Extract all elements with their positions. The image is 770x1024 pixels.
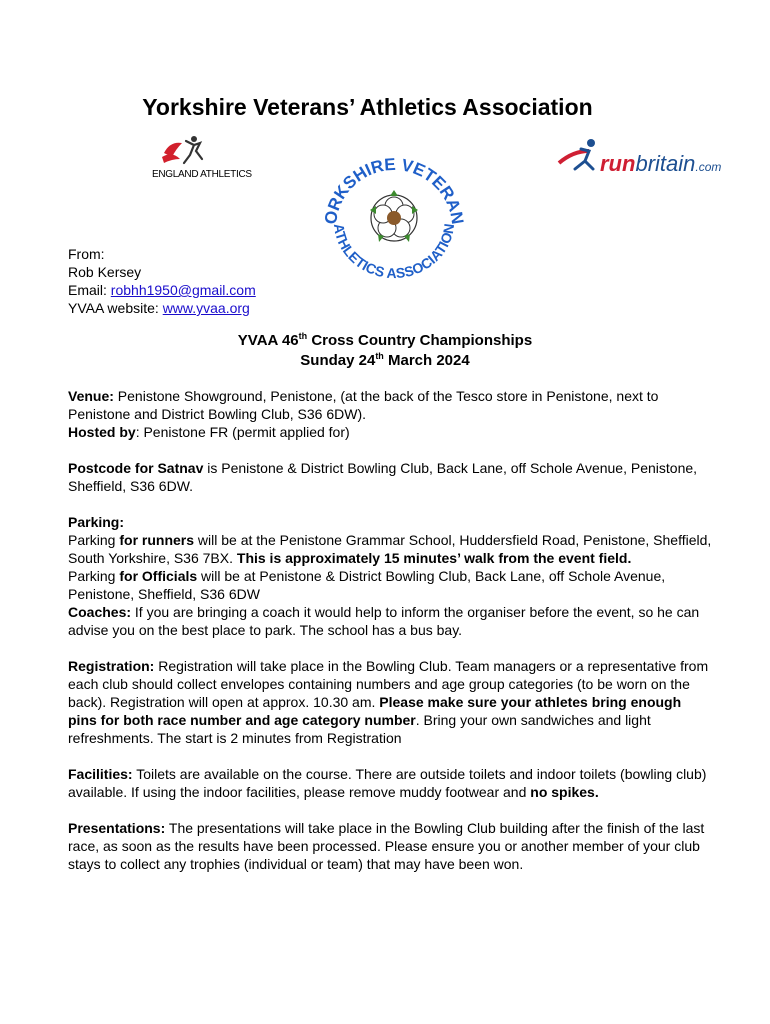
page-title: Yorkshire Veterans’ Athletics Association: [142, 94, 593, 120]
england-athletics-logo: [150, 133, 252, 185]
registration-section: Registration: Registration will take place in the Bowling Club. Team managers or a representative from each club should collect envelopes containing numbers and age group categories (to be worn on the back). Registration will open at approx. 10.30 am. Please make sure your athletes bring enough pins for both race number and age category number. Bring your own sandwiches and light refreshments. The start is 2 minutes from Registration: [68, 658, 709, 746]
hosted-by-label: Hosted by: [68, 424, 136, 440]
document-body: [68, 387, 713, 891]
parking-section: [68, 513, 713, 639]
postcode-text: is Penistone & District Bowling Club, Back Lane, off Schole Avenue, Penistone, Sheffield, S36 6DW.: [68, 460, 698, 494]
website-link[interactable]: www.yvaa.org: [162, 300, 250, 316]
postcode-label: Postcode for Satnav: [68, 460, 204, 476]
from-label: From:: [68, 246, 105, 262]
runbritain-logo: [555, 137, 735, 177]
parking-label: Parking:: [68, 514, 125, 530]
parking-officials: Parking for Officials will be at Penistone & District Bowling Club, Back Lane, off Schole Avenue, Penistone, Sheffield, S36 6DW: [68, 568, 666, 602]
sender-details: [68, 245, 256, 317]
venue-label: Venue:: [68, 388, 114, 404]
yvaa-seal-logo: [314, 150, 474, 290]
event-title: YVAA 46th Cross Country Championships: [237, 331, 533, 349]
yvaa-seal-top-text: ORKSHIRE VETERAN: [320, 154, 468, 226]
yvaa-seal-bottom-text: ATHLETICS ASSOCIATION: [330, 222, 458, 282]
presentations-label: Presentations:: [68, 820, 166, 836]
facilities-label: Facilities:: [68, 766, 133, 782]
sender-email-line: Email: robhh1950@gmail.com: [68, 282, 256, 298]
email-link[interactable]: robhh1950@gmail.com: [110, 282, 256, 298]
event-heading: [0, 331, 770, 371]
coaches-info: Coaches: If you are bringing a coach it would help to inform the organiser before the event, so he can advise you on the best place to park. The school has a bus bay.: [68, 604, 700, 638]
hosted-by-text: : Penistone FR (permit applied for): [135, 424, 350, 440]
venue-section: [68, 387, 713, 441]
registration-label: Registration:: [68, 658, 155, 674]
postcode-section: [68, 459, 713, 495]
england-athletics-emblem-icon: [150, 133, 245, 169]
england-athletics-wordmark: ENGLAND ATHLETICS: [152, 169, 252, 180]
presentations-section: Presentations: The presentations will take place in the Bowling Club building after the finish of the last race, as soon as the results have been processed. Please ensure you or another member of your club stays to collect any trophies (individual or team) that may have been won.: [68, 820, 705, 872]
facilities-section: Facilities: Toilets are available on the course. There are outside toilets and indoor toilets (bowling club) available. If using the indoor facilities, please remove muddy footwear and no spikes.: [68, 766, 707, 800]
runbritain-wordmark: runbritain.com: [600, 151, 722, 176]
sender-name: Rob Kersey: [68, 264, 142, 280]
website-line: YVAA website: www.yvaa.org: [68, 300, 250, 316]
venue-text: Penistone Showground, Penistone, (at the back of the Tesco store in Penistone, next to Penistone and District Bowling Club, S36 6DW).: [68, 388, 659, 422]
yorkshire-rose-icon: [370, 190, 418, 242]
event-date: Sunday 24th March 2024: [300, 351, 470, 369]
runner-emblem-icon: [555, 137, 601, 175]
parking-runners: Parking for runners will be at the Penistone Grammar School, Huddersfield Road, Penistone, Sheffield, South Yorkshire, S36 7BX. This is approximately 15 minutes’ walk from the event field.: [68, 532, 712, 566]
